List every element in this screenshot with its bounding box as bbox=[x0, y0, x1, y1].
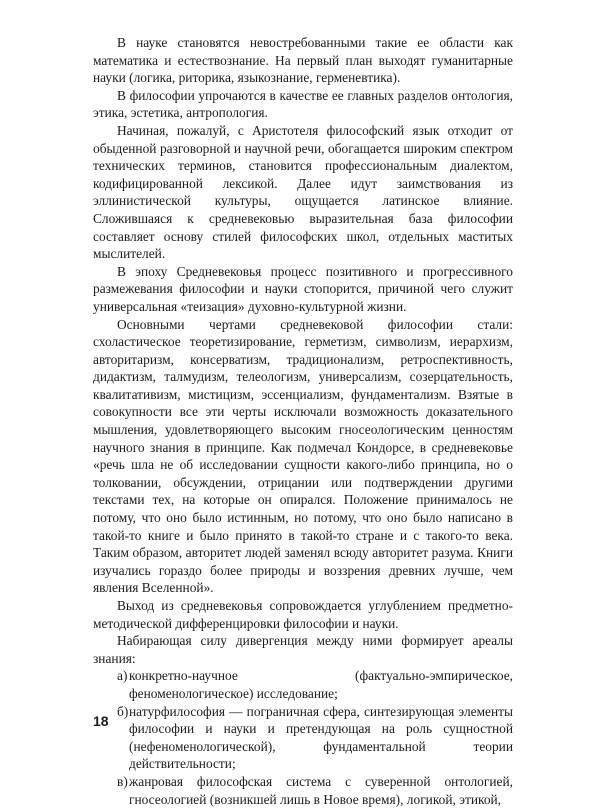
list-item bbox=[93, 703, 513, 773]
list-item bbox=[93, 667, 513, 702]
paragraph: Выход из средневековья сопровождается углублением предметно-методической дифференцировки философии и науки. bbox=[93, 598, 513, 631]
paragraph: Основными чертами средневековой философии стали: схоластическое теоретизирование, герметизм, символизм, иерархизм, авторитаризм, консерватизм, традиционализм, ретроспективность, дидактизм, талмудизм, телеологизм, универсализм, созерцательность, квалитативизм, мистицизм, эссенциализм, фундаментализм. Взятые в совокупности все эти черты исключали возможность доказательного мышления, удовлетворяющего высоким гносеологическим ценностям научного знания в принципе. Как подмечал Кондорсе, в средневековье «речь шла не об исследовании сущности какого-либо принципа, но о толковании, обсуждении, отрицании или подтверждении другими текстами тех, на которые он опирался. Положение принималось не потому, что оно было истинным, но потому, что оно было написано в такой-то книге и было принято в такой-то стране и с такого-то века. Таким образом, авторитет людей заменял всюду авторитет разума. Книги изучались гораздо более природы и воззрения древних лучше, чем явления Вселенной». bbox=[93, 316, 513, 596]
knowledge-areas-list bbox=[93, 667, 513, 808]
list-item bbox=[93, 773, 513, 808]
list-item-text: жанровая философская система с суверенной онтологией, гносеологией (возникшей лишь в Новое время), логикой, этикой, bbox=[129, 773, 513, 807]
list-marker: в) bbox=[117, 773, 128, 789]
list-marker: б) bbox=[117, 703, 129, 719]
paragraph: В эпоху Средневековья процесс позитивного и прогрессивного размежевания философии и науки стопорится, причиной чего служит универсальная «теизация» духовно-культурной жизни. bbox=[93, 263, 513, 314]
list-marker: а) bbox=[117, 668, 128, 684]
paragraph: Начиная, пожалуй, с Аристотеля философский язык отходит от обыденной разговорной и научной речи, обогащается широким спектром технических терминов, становится профессиональным диалектом, кодифицированной лексикой. Далее идут заимствования из эллинистической культуры, ощущается латинское влияние. Сложившаяся к средневековью выразительная база философии составляет основу стилей философских школ, отдельных маститых мыслителей. bbox=[93, 122, 513, 262]
page-body bbox=[93, 34, 513, 808]
paragraph: В науке становятся невостребованными такие ее области как математика и естествознание. На первый план выходят гуманитарные науки (логика, риторика, языкознание, герменевтика). bbox=[93, 35, 513, 86]
paragraph: В философии упрочаются в качестве ее главных разделов онтология, этика, эстетика, антропология. bbox=[93, 87, 513, 121]
page-number: 18 bbox=[93, 713, 109, 729]
paragraph: Набирающая силу дивергенция между ними формирует ареалы знания: bbox=[93, 633, 513, 666]
list-item-text: натурфилософия — пограничная сфера, синтезирующая элементы философии и науки и претендующая на роль сущностной (нефеноменологической), фундаментальной теории действительности; bbox=[129, 703, 513, 772]
list-item-text: конкретно-научное (фактуально-эмпирическое, феноменологическое) исследование; bbox=[129, 668, 513, 701]
